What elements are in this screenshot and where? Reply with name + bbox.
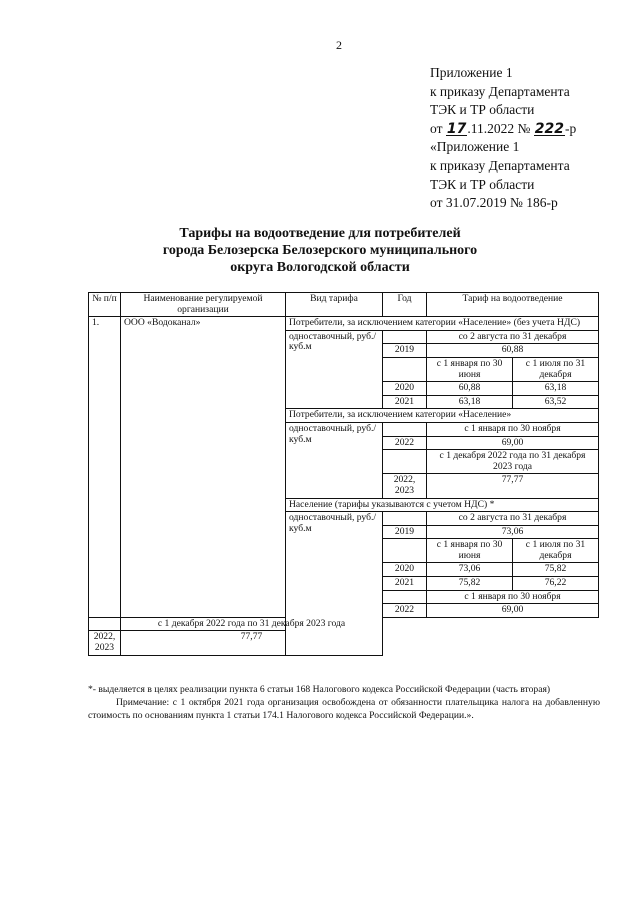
- year-cell: 2022: [383, 436, 427, 450]
- tariff-value: 60,88: [427, 344, 599, 358]
- year-cell: 2022, 2023: [383, 474, 427, 498]
- year-cell: 2020: [383, 382, 427, 396]
- header-year: Год: [383, 293, 427, 317]
- tariff-value: 73,06: [427, 525, 599, 539]
- title-line: города Белозерска Белозерского муниципального: [162, 243, 478, 258]
- appendix-line: «Приложение 1: [430, 139, 520, 155]
- note-paragraph: Примечание: с 1 октября 2021 года организация освобождена от обязанности плательщика налога на добавленную стоимость по основаниям пункта 1 статьи 174.1 Налогового кодекса Российской Федерации.».: [88, 697, 600, 721]
- year-cell: 2019: [383, 525, 427, 539]
- section-heading: Потребители, за исключением категории «Население» (без учета НДС): [286, 317, 599, 331]
- appendix-line: ТЭК и ТР области: [430, 102, 535, 118]
- date-suffix: -р: [564, 120, 577, 136]
- year-cell: 2021: [383, 395, 427, 409]
- tariff-value: 63,18: [513, 382, 599, 396]
- footnotes: [88, 683, 600, 722]
- tariff-value: 69,00: [427, 604, 599, 618]
- appendix-line: Приложение 1: [430, 65, 513, 80]
- section-heading: Потребители, за исключением категории «Население»: [286, 409, 599, 423]
- table-row: [89, 631, 599, 655]
- tariff-value: 69,00: [427, 436, 599, 450]
- tariff-value: 63,52: [513, 395, 599, 409]
- year-cell: 2022, 2023: [89, 631, 121, 655]
- year-cell: 2019: [383, 344, 427, 358]
- date-prefix: от: [430, 120, 446, 136]
- header-org: Наименование регулируемой организации: [121, 293, 286, 317]
- period-label: со 2 августа по 31 декабря: [427, 512, 599, 526]
- title-line: округа Вологодской области: [230, 260, 410, 275]
- section-heading: Население (тарифы указываются с учетом НДС) *: [286, 498, 599, 512]
- tariff-value: 73,06: [427, 563, 513, 577]
- header-type: Вид тарифа: [286, 293, 383, 317]
- handwritten-order-number: 222: [534, 120, 564, 137]
- title-line: Тарифы на водоотведение для потребителей: [179, 226, 461, 241]
- period-label: с 1 января по 30 ноября: [427, 590, 599, 604]
- table-header-row: [89, 293, 599, 317]
- appendix-header: [430, 64, 630, 213]
- year-cell: 2022: [383, 604, 427, 618]
- header-num: № п/п: [89, 293, 121, 317]
- asterisk-footnote: *- выделяется в целях реализации пункта 6 статьи 168 Налогового кодекса Российской Федерации (часть вторая): [88, 684, 551, 695]
- tariff-type: одноставочный, руб./куб.м: [286, 422, 383, 498]
- year-cell: 2020: [383, 563, 427, 577]
- tariff-value: 76,22: [513, 577, 599, 591]
- row-number: 1.: [89, 317, 121, 618]
- appendix-line: к приказу Департамента: [430, 83, 570, 99]
- date-mid: .11.2022 №: [467, 120, 534, 136]
- tariff-type: одноставочный, руб./куб.м: [286, 512, 383, 656]
- tariff-table: [88, 292, 599, 656]
- period-label: с 1 декабря 2022 года по 31 декабря 2023 года: [121, 617, 383, 631]
- tariff-value: 63,18: [427, 395, 513, 409]
- half-year-label: с 1 января по 30 июня: [427, 357, 513, 381]
- tariff-value: 77,77: [121, 631, 383, 655]
- table-row: [89, 617, 599, 631]
- year-cell: 2021: [383, 577, 427, 591]
- appendix-line: ТЭК и ТР области: [430, 176, 535, 192]
- period-label: с 1 января по 30 ноября: [427, 422, 599, 436]
- appendix-line: от 31.07.2019 № 186-р: [430, 195, 558, 211]
- tariff-value: 60,88: [427, 382, 513, 396]
- tariff-value: 77,77: [427, 474, 599, 498]
- half-year-label: с 1 января по 30 июня: [427, 539, 513, 563]
- appendix-order-date: [430, 120, 630, 139]
- header-tariff: Тариф на водоотведение: [427, 293, 599, 317]
- tariff-value: 75,82: [513, 563, 599, 577]
- organization-name: ООО «Водоканал»: [121, 317, 286, 618]
- page-number: 2: [336, 38, 342, 52]
- half-year-label: с 1 июля по 31 декабря: [513, 539, 599, 563]
- half-year-label: с 1 июля по 31 декабря: [513, 357, 599, 381]
- handwritten-day: 17: [446, 120, 467, 137]
- tariff-type: одноставочный, руб./куб.м: [286, 330, 383, 409]
- tariff-value: 75,82: [427, 577, 513, 591]
- table-row: [89, 317, 599, 331]
- appendix-line: к приказу Департамента: [430, 157, 570, 173]
- period-label: с 1 декабря 2022 года по 31 декабря 2023 года: [427, 450, 599, 474]
- period-label: со 2 августа по 31 декабря: [427, 330, 599, 344]
- document-title: [120, 225, 520, 276]
